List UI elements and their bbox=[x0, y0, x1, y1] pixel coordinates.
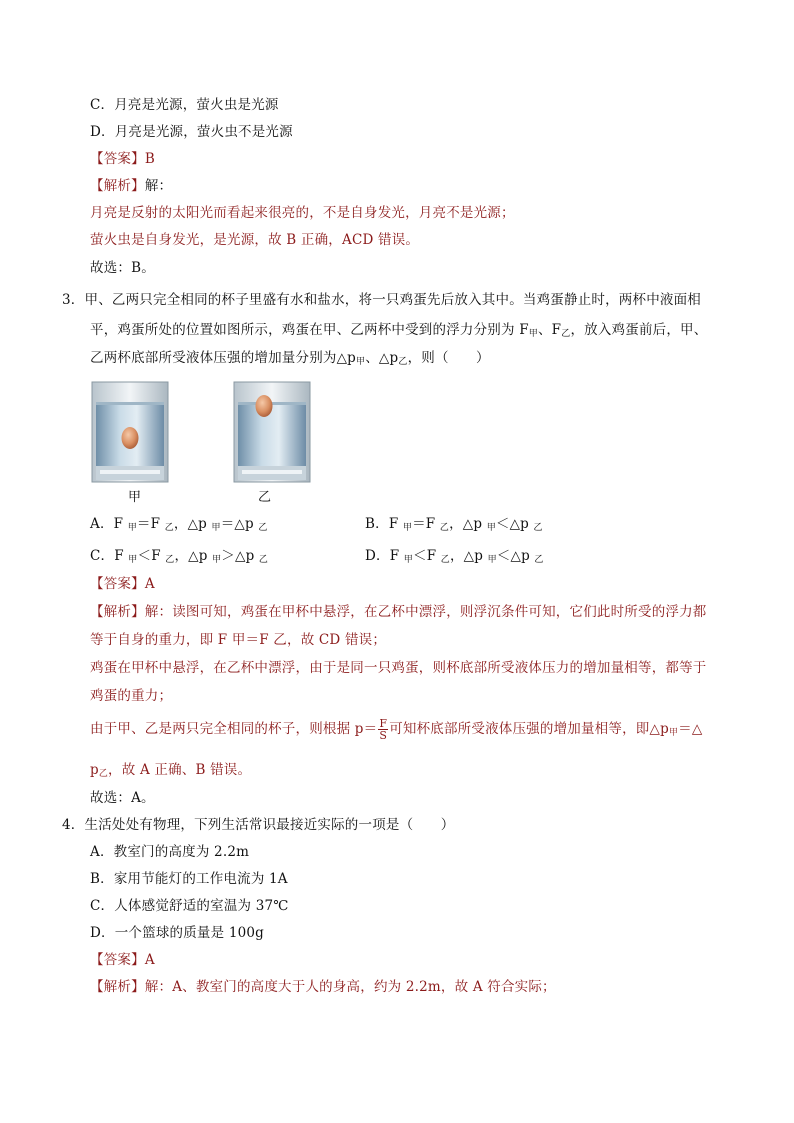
answer-value: A bbox=[144, 952, 155, 968]
answer-value: A bbox=[144, 576, 155, 592]
figure-label-jia: 甲 bbox=[128, 490, 142, 505]
figure-label-yi: 乙 bbox=[258, 490, 272, 505]
q2-analysis-line-2: 萤火虫是自身发光，是光源，故 B 正确，ACD 错误。 bbox=[90, 232, 420, 248]
q3-analysis-line-2: 等于自身的重力，即 F 甲＝F 乙，故 CD 错误； bbox=[90, 632, 387, 648]
q3-answer bbox=[90, 574, 155, 594]
q3-analysis-line-3: 鸡蛋在甲杯中悬浮，在乙杯中漂浮，由于是同一只鸡蛋，则杯底部所受液体压力的增加量相等，都等于 bbox=[90, 660, 707, 676]
q3-stem-line-1: 3．甲、乙两只完全相同的杯子里盛有水和盐水，将一只鸡蛋先后放入其中。当鸡蛋静止时，两杯中液面相 bbox=[62, 292, 701, 308]
q2-option-c: C．月亮是光源，萤火虫是光源 bbox=[90, 97, 279, 113]
q3-analysis-line-6: $p_乙$，故 A 正确、B 错误。 bbox=[90, 762, 252, 779]
q3-analysis-line-4: 鸡蛋的重力； bbox=[90, 688, 173, 704]
q4-option-d: D．一个篮球的质量是 100g bbox=[90, 925, 265, 941]
answer-value: B bbox=[144, 151, 155, 167]
answer-tag: 【答案】 bbox=[90, 151, 145, 167]
q3-analysis-line-5: 由于甲、乙是两只完全相同的杯子，则根据 p＝ $\frac{F}{S}$ 可知杯底部所受液体压强的增加量相等，即$\triangle p_甲=\triangle$ bbox=[90, 717, 703, 742]
answer-tag: 【答案】 bbox=[90, 576, 145, 592]
egg-floating bbox=[256, 395, 273, 417]
answer-tag: 【答案】 bbox=[90, 952, 145, 968]
analysis-tag: 【解析】 bbox=[90, 604, 145, 620]
glass-yi bbox=[234, 382, 310, 482]
q2-answer bbox=[90, 149, 155, 169]
q4-option-b: B．家用节能灯的工作电流为 1A bbox=[90, 871, 288, 887]
q4-analysis-line-1: 【解析】解：A、教室门的高度大于人的身高，约为 2.2m，故 A 符合实际； bbox=[90, 979, 556, 995]
q2-option-d: D．月亮是光源，萤火虫不是光源 bbox=[90, 124, 293, 140]
q3-analysis-line-1: 【解析】解：读图可知，鸡蛋在甲杯中悬浮，在乙杯中漂浮，则浮沉条件可知，它们此时所受的浮力都 bbox=[90, 604, 707, 620]
q2-conclusion: 故选：B。 bbox=[90, 260, 155, 276]
q2-analysis-line-1: 月亮是反射的太阳光而看起来很亮的，不是自身发光，月亮不是光源； bbox=[90, 205, 515, 221]
q3-stem-line-2: 平，鸡蛋所处的位置如图所示，鸡蛋在甲、乙两杯中受到的浮力分别为 $F_甲$、$F_乙$，放入鸡蛋前后，甲、 bbox=[90, 322, 708, 339]
egg-suspended bbox=[122, 427, 139, 449]
fraction-f-over-s: $\frac{F}{S}$ bbox=[379, 717, 388, 742]
q3-option-a: A．F $_甲$＝F $_乙$，△p $_甲$＝△p $_乙$ bbox=[90, 516, 268, 533]
q4-answer bbox=[90, 950, 155, 970]
q3-option-b: B．F $_甲$＝F $_乙$，△p $_甲$＜△p $_乙$ bbox=[365, 516, 543, 533]
analysis-intro: 解： bbox=[144, 178, 173, 194]
q4-option-a: A．教室门的高度为 2.2m bbox=[90, 844, 250, 860]
q2-analysis-header bbox=[90, 176, 172, 196]
q4-option-c: C．人体感觉舒适的室温为 37℃ bbox=[90, 898, 289, 914]
q3-figure-glasses bbox=[88, 376, 328, 488]
q3-option-c: C．F $_甲$＜F $_乙$，△p $_甲$＞△p $_乙$ bbox=[90, 548, 269, 565]
analysis-tag: 【解析】 bbox=[90, 979, 145, 995]
q3-option-d: D．F $_甲$＜F $_乙$，△p $_甲$＜△p $_乙$ bbox=[365, 548, 544, 565]
analysis-tag: 【解析】 bbox=[90, 178, 145, 194]
glass-jia bbox=[92, 382, 168, 482]
q3-stem-line-3: 乙两杯底部所受液体压强的增加量分别为$\triangle p_甲$、$\triangle p_乙$，则（ ） bbox=[90, 350, 490, 367]
q4-stem: 4．生活处处有物理，下列生活常识最接近实际的一项是（ ） bbox=[62, 817, 455, 833]
q3-conclusion: 故选：A。 bbox=[90, 790, 155, 806]
